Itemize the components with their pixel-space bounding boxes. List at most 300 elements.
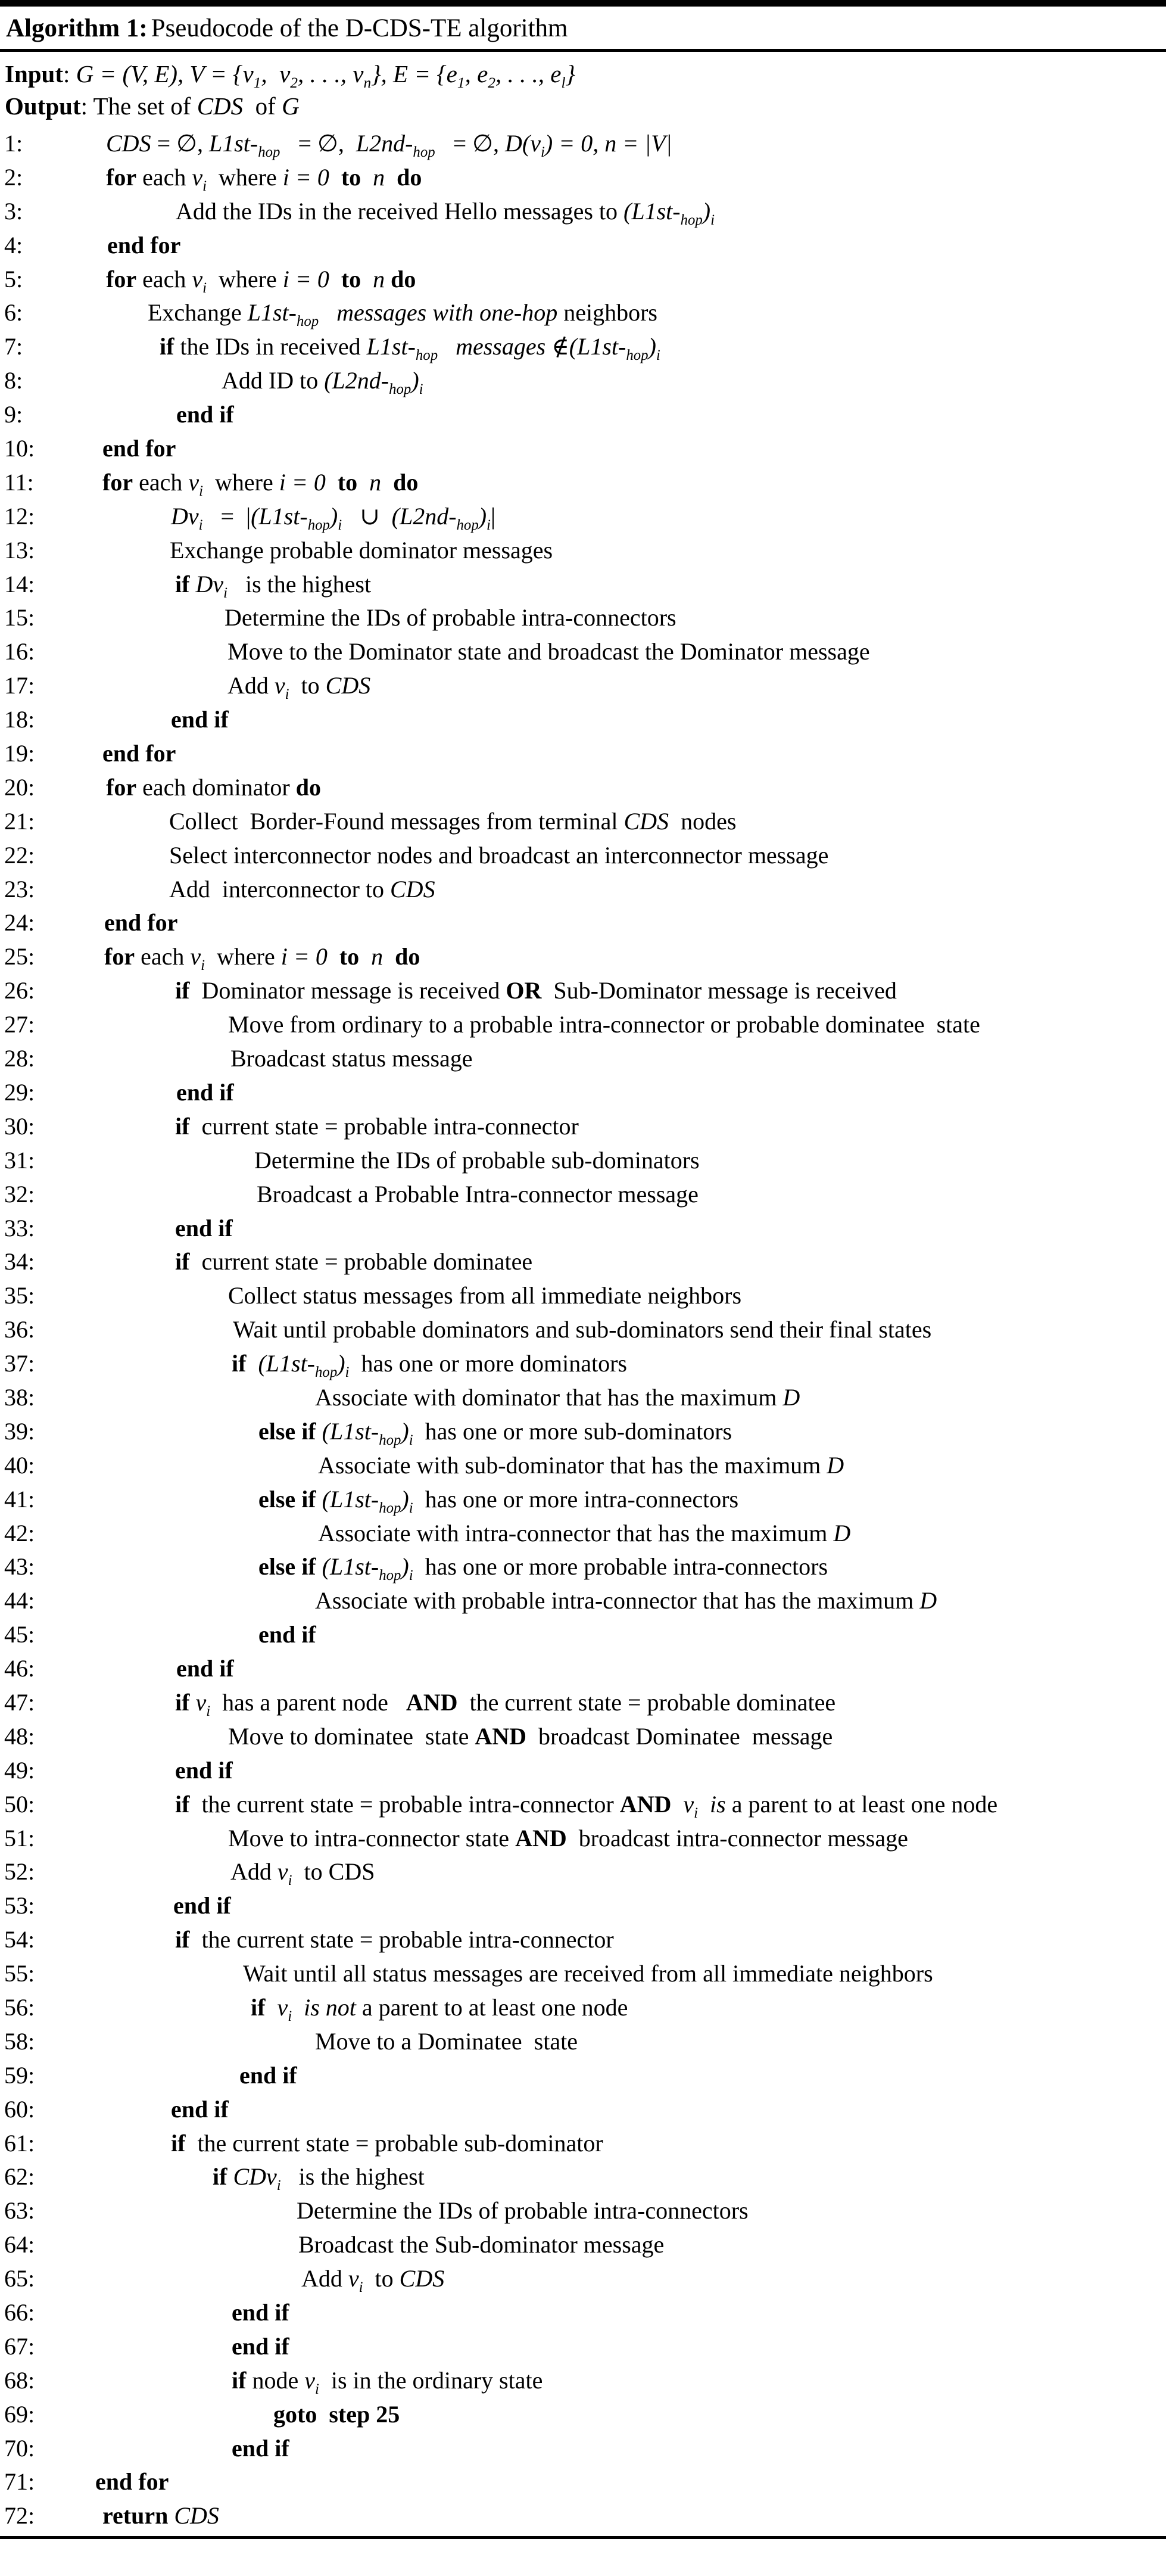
pseudocode-line xyxy=(0,1924,1166,1958)
text-segment: Collect Border-Found messages from terminal xyxy=(169,807,624,835)
line-content xyxy=(176,399,234,430)
pseudocode-line xyxy=(0,1890,1166,1924)
text-segment: i xyxy=(338,517,342,533)
line-number: 49: xyxy=(4,1756,35,1784)
text-segment: end if xyxy=(176,1655,234,1682)
text-segment: messages with one-hop xyxy=(319,299,558,326)
text-segment xyxy=(316,1418,322,1445)
text-segment: e xyxy=(550,60,562,88)
line-content xyxy=(228,1009,980,1040)
pseudocode-line xyxy=(0,569,1166,603)
text-segment: v xyxy=(277,1993,288,2021)
text-segment: the current state = probable sub-dominator xyxy=(185,2129,603,2157)
line-number: 54: xyxy=(4,1926,35,1953)
text-segment: if xyxy=(251,1993,266,2021)
text-segment: 1 xyxy=(457,74,465,92)
pseudocode-line xyxy=(0,636,1166,670)
line-content xyxy=(175,569,371,600)
line-number: 10: xyxy=(4,435,35,462)
pseudocode-line xyxy=(0,1280,1166,1314)
text-segment: Dv xyxy=(171,502,199,530)
text-segment: CDS xyxy=(399,2265,445,2292)
text-segment: | xyxy=(490,502,495,530)
line-number: 60: xyxy=(4,2095,35,2123)
text-segment: AND xyxy=(406,1688,458,1716)
line-content xyxy=(171,501,495,532)
text-segment: else if xyxy=(258,1485,316,1513)
line-content xyxy=(315,1382,800,1413)
pseudocode-line xyxy=(0,1450,1166,1484)
text-segment: to xyxy=(337,468,358,496)
text-segment: Move to a Dominatee state xyxy=(315,2027,578,2055)
line-number: 14: xyxy=(4,570,35,598)
text-segment: Broadcast status message xyxy=(230,1045,473,1072)
line-content xyxy=(175,975,897,1006)
pseudocode-line xyxy=(0,1518,1166,1552)
text-segment: end if xyxy=(258,1621,316,1648)
text-segment: Dv xyxy=(195,570,224,598)
text-segment: Add ID to xyxy=(222,367,325,394)
line-content xyxy=(228,1823,908,1854)
line-content xyxy=(232,1348,627,1379)
text-segment xyxy=(671,1791,683,1818)
pseudocode-line xyxy=(0,874,1166,908)
text-segment: Add xyxy=(230,1858,278,1886)
pseudocode-line xyxy=(0,670,1166,704)
text-segment: end if xyxy=(171,706,229,733)
text-segment: i xyxy=(202,178,207,194)
line-number: 27: xyxy=(4,1011,35,1038)
text-segment: Move to the Dominator state and broadcast the Dominator message xyxy=(227,638,870,665)
pseudocode-line xyxy=(0,2229,1166,2263)
pseudocode-line xyxy=(0,806,1166,840)
line-number: 25: xyxy=(4,943,35,970)
pseudocode-line xyxy=(0,941,1166,975)
pseudocode-line xyxy=(0,1585,1166,1619)
line-number: 37: xyxy=(4,1350,35,1377)
text-segment: e xyxy=(446,60,457,88)
text-segment: hop xyxy=(626,347,649,364)
text-segment: ) xyxy=(401,1485,409,1513)
text-segment: OR xyxy=(506,977,542,1004)
text-segment: hop xyxy=(680,211,703,228)
text-segment: hop xyxy=(296,313,319,330)
line-content xyxy=(315,1585,937,1616)
text-segment: to xyxy=(341,265,361,293)
line-number: 2: xyxy=(4,163,23,191)
text-segment xyxy=(383,943,395,970)
text-segment: CDS xyxy=(197,92,244,120)
text-segment xyxy=(361,164,373,191)
text-segment: i = 0 xyxy=(279,468,326,496)
pseudocode-line xyxy=(0,1721,1166,1755)
text-segment: , xyxy=(464,60,478,88)
line-content xyxy=(301,2263,444,2294)
text-segment: end if xyxy=(171,2095,229,2123)
line-content xyxy=(257,1179,699,1210)
text-segment: end if xyxy=(232,2299,289,2326)
pseudocode-line xyxy=(0,1992,1166,2026)
text-segment: Associate with probable intra-connector that has the maximum xyxy=(315,1587,920,1614)
line-content xyxy=(175,1687,835,1718)
line-content xyxy=(232,2365,543,2396)
pseudocode-line xyxy=(0,1043,1166,1077)
text-segment: n xyxy=(371,943,384,970)
line-number: 48: xyxy=(4,1722,35,1750)
text-segment: if xyxy=(175,1688,190,1716)
text-segment: Broadcast the Sub-dominator message xyxy=(298,2231,665,2258)
pseudocode-line xyxy=(0,331,1166,365)
line-content xyxy=(104,907,177,938)
text-segment: end if xyxy=(232,2332,289,2360)
text-segment: is not xyxy=(292,1993,356,2021)
pseudocode-line xyxy=(0,1348,1166,1382)
text-segment xyxy=(189,571,195,598)
text-segment xyxy=(328,943,339,970)
line-content xyxy=(315,2026,578,2057)
text-segment: i xyxy=(358,2279,363,2296)
text-segment: v xyxy=(277,1858,288,1886)
text-segment: return xyxy=(102,2502,169,2530)
text-segment: if xyxy=(171,2129,186,2157)
line-number: 56: xyxy=(4,1993,35,2021)
line-content xyxy=(243,1958,933,1989)
text-segment xyxy=(381,469,393,496)
text-segment xyxy=(361,266,373,293)
line-number: 42: xyxy=(4,1519,35,1547)
line-content xyxy=(171,704,229,735)
text-segment: to xyxy=(341,163,361,191)
line-content xyxy=(230,1043,473,1074)
pseudocode-line xyxy=(0,433,1166,467)
line-number: 22: xyxy=(4,841,35,869)
line-number: 8: xyxy=(4,367,23,394)
algorithm-header xyxy=(0,7,1166,49)
text-segment: the current state = probable intra-connector xyxy=(189,1790,620,1818)
text-segment: Sub-Dominator message is received xyxy=(541,977,897,1004)
pseudocode-line xyxy=(0,1009,1166,1043)
text-segment: do xyxy=(397,163,422,191)
text-segment: if xyxy=(213,2163,227,2191)
line-content xyxy=(102,467,418,498)
line-number: 6: xyxy=(4,299,23,326)
text-segment: hop xyxy=(379,1432,401,1448)
line-number: 32: xyxy=(4,1180,35,1208)
line-number: 35: xyxy=(4,1282,35,1309)
line-number: 67: xyxy=(4,2332,35,2360)
text-segment: each xyxy=(136,163,192,191)
text-segment: goto step 25 xyxy=(273,2400,400,2428)
text-segment: (L1st- xyxy=(569,333,626,360)
text-segment: AND xyxy=(619,1790,672,1818)
text-segment: current state = probable dominatee xyxy=(189,1248,533,1275)
text-segment: has one or more sub-dominators xyxy=(413,1417,732,1445)
text-segment xyxy=(329,266,341,293)
text-segment: L1st- xyxy=(208,130,258,157)
text-segment xyxy=(316,1553,322,1580)
text-segment: n xyxy=(373,163,385,191)
pseudocode-line xyxy=(0,264,1166,298)
line-number: 15: xyxy=(4,604,35,631)
text-segment: ) xyxy=(337,1350,345,1377)
text-segment: Add the IDs in the received Hello messages to xyxy=(176,197,624,225)
text-segment: (L1st- xyxy=(322,1417,379,1445)
text-segment xyxy=(326,469,338,496)
pseudocode-line xyxy=(0,1111,1166,1145)
text-segment: = | xyxy=(202,502,251,530)
line-content xyxy=(318,1450,844,1481)
line-number: 38: xyxy=(4,1383,35,1411)
line-number: 24: xyxy=(4,909,35,937)
pseudocode-line xyxy=(0,501,1166,535)
text-segment: end for xyxy=(102,740,176,767)
line-content xyxy=(251,1992,628,2023)
text-segment: i = 0 xyxy=(282,163,329,191)
line-content xyxy=(273,2399,400,2430)
pseudocode-line xyxy=(0,1619,1166,1653)
line-content xyxy=(227,670,370,701)
line-content xyxy=(254,1145,700,1176)
text-segment: where xyxy=(207,163,283,191)
pseudocode-line xyxy=(0,128,1166,162)
text-segment: if xyxy=(232,1350,247,1377)
line-number: 58: xyxy=(4,2027,35,2055)
text-segment: hop xyxy=(389,381,411,398)
text-segment: D xyxy=(919,1587,937,1614)
text-segment: 2 xyxy=(488,74,495,92)
text-segment: ) xyxy=(401,1417,409,1445)
text-segment: end for xyxy=(107,231,181,259)
line-number: 40: xyxy=(4,1451,35,1479)
pseudocode-line xyxy=(0,2060,1166,2094)
line-number: 26: xyxy=(4,977,35,1004)
line-number: 31: xyxy=(4,1146,35,1174)
text-segment xyxy=(357,469,369,496)
text-segment: Associate with intra-connector that has the maximum xyxy=(318,1519,834,1547)
line-content xyxy=(213,2161,425,2192)
text-segment xyxy=(168,2502,174,2529)
pseudocode-line xyxy=(0,1755,1166,1789)
pseudocode-line xyxy=(0,2500,1166,2534)
pseudocode-line xyxy=(0,535,1166,569)
text-segment: i xyxy=(541,144,545,160)
text-segment xyxy=(265,1994,277,2021)
pseudocode-line xyxy=(0,602,1166,636)
text-segment: ) xyxy=(411,367,419,394)
text-segment: Associate with sub-dominator that has the maximum xyxy=(318,1451,827,1479)
pseudocode-line xyxy=(0,1179,1166,1213)
text-segment: if xyxy=(175,1926,190,1953)
text-segment: Determine the IDs of probable sub-dominators xyxy=(254,1146,700,1174)
text-segment: D xyxy=(827,1451,844,1479)
line-content xyxy=(232,2433,289,2464)
line-number: 1: xyxy=(4,130,23,157)
line-content xyxy=(230,1856,375,1887)
text-segment xyxy=(385,164,397,191)
line-content xyxy=(227,636,870,667)
text-segment: hop xyxy=(415,347,438,364)
line-content xyxy=(175,1246,532,1277)
text-segment: D xyxy=(782,1383,800,1411)
text-segment: is the highest xyxy=(280,2163,425,2191)
text-segment: hop xyxy=(315,1364,338,1381)
line-number: 29: xyxy=(4,1078,35,1106)
line-content xyxy=(106,128,672,159)
text-segment: (L2nd- xyxy=(391,502,457,530)
text-segment: hop xyxy=(456,517,479,533)
pseudocode-line xyxy=(0,1823,1166,1857)
line-content xyxy=(176,196,715,227)
text-segment: CDS xyxy=(325,672,371,699)
line-number: 47: xyxy=(4,1688,35,1716)
pseudocode-line xyxy=(0,840,1166,874)
pseudocode-line xyxy=(0,907,1166,941)
line-number: 59: xyxy=(4,2061,35,2089)
text-segment: end if xyxy=(232,2434,289,2462)
line-number: 3: xyxy=(4,197,23,225)
text-segment: Determine the IDs of probable intra-connectors xyxy=(225,604,676,631)
text-segment: has one or more probable intra-connectors xyxy=(413,1553,828,1581)
text-segment: v xyxy=(353,60,364,88)
text-segment: to xyxy=(339,943,360,970)
text-segment: ) xyxy=(478,502,487,530)
text-segment: = ∅, xyxy=(151,130,209,157)
text-segment: the current state = probable dominatee xyxy=(457,1688,836,1716)
text-segment: i xyxy=(487,517,491,533)
text-segment: messages xyxy=(438,333,546,360)
text-segment: , . . ., xyxy=(298,60,353,88)
text-segment: ) xyxy=(401,1553,409,1581)
text-segment: is in the ordinary state xyxy=(319,2366,543,2394)
top-rule xyxy=(0,0,1166,7)
line-content xyxy=(104,941,420,972)
line-number: 43: xyxy=(4,1553,35,1581)
line-number: 63: xyxy=(4,2197,35,2225)
line-number: 45: xyxy=(4,1621,35,1648)
text-segment: n xyxy=(369,468,382,496)
text-segment: v xyxy=(274,672,285,699)
text-segment: ∪ xyxy=(342,502,392,530)
text-segment: i xyxy=(285,686,289,703)
text-segment: (L1st- xyxy=(623,197,681,225)
text-segment: 2 xyxy=(290,74,298,92)
pseudocode-line xyxy=(0,2399,1166,2433)
text-segment: v xyxy=(304,2366,315,2394)
line-content xyxy=(169,806,736,837)
text-segment: Add interconnector to xyxy=(169,875,390,903)
line-content xyxy=(228,1280,741,1311)
line-number: 33: xyxy=(4,1214,35,1242)
text-segment: v xyxy=(279,60,291,88)
text-segment: i xyxy=(206,1703,211,1719)
pseudocode-line xyxy=(0,1958,1166,1992)
text-segment xyxy=(246,1350,258,1377)
text-segment: i xyxy=(314,2381,319,2397)
text-segment: end if xyxy=(175,1214,233,1242)
text-segment: current state = probable intra-connector xyxy=(189,1112,579,1140)
text-segment: node xyxy=(246,2366,305,2394)
text-segment: Move from ordinary to a probable intra-connector or probable dominatee state xyxy=(228,1011,980,1038)
text-segment: Collect status messages from all immediate neighbors xyxy=(228,1282,742,1309)
text-segment: a parent to at least one node xyxy=(725,1790,998,1818)
line-number: 20: xyxy=(4,773,35,801)
text-segment: do xyxy=(395,943,420,970)
line-content xyxy=(176,1653,234,1684)
text-segment: Select interconnector nodes and broadcast an interconnector message xyxy=(169,841,829,869)
text-segment: Dominator message is received xyxy=(189,977,506,1004)
text-segment: where xyxy=(205,943,281,970)
line-number: 65: xyxy=(4,2265,35,2292)
pseudocode-line xyxy=(0,1077,1166,1111)
text-segment: : The set of xyxy=(80,92,197,120)
text-segment: broadcast intra-connector message xyxy=(566,1824,908,1852)
text-segment: v xyxy=(192,265,203,293)
line-number: 34: xyxy=(4,1248,35,1275)
text-segment: end if xyxy=(176,1078,234,1106)
text-segment: i xyxy=(199,483,203,499)
text-segment: a parent to at least one node xyxy=(356,1993,628,2021)
text-segment: v xyxy=(190,943,201,970)
line-number: 70: xyxy=(4,2434,35,2462)
text-segment: hop xyxy=(379,1499,401,1516)
text-segment: is the highest xyxy=(227,570,372,598)
text-segment: if xyxy=(175,570,190,598)
text-segment xyxy=(227,2163,233,2190)
text-segment: D xyxy=(833,1519,851,1547)
line-number: 21: xyxy=(4,807,35,835)
output-line xyxy=(5,91,1158,123)
pseudocode-lines xyxy=(0,123,1166,2534)
text-segment: for xyxy=(104,943,135,970)
line-content xyxy=(175,1755,233,1786)
text-segment: i xyxy=(694,1805,699,1821)
line-content xyxy=(233,1314,931,1345)
text-segment: , xyxy=(261,60,280,88)
text-segment: do xyxy=(391,265,416,293)
line-number: 5: xyxy=(4,265,23,293)
text-segment: end if xyxy=(176,401,234,428)
text-segment: for xyxy=(106,163,137,191)
line-number: 30: xyxy=(4,1112,35,1140)
text-segment: i xyxy=(288,1872,292,1889)
line-content xyxy=(258,1619,316,1650)
pseudocode-line xyxy=(0,365,1166,399)
line-number: 19: xyxy=(4,740,35,767)
text-segment: v xyxy=(242,60,254,88)
line-content xyxy=(169,840,828,871)
text-segment: ∉ xyxy=(545,333,569,360)
line-number: 13: xyxy=(4,536,35,564)
line-number: 61: xyxy=(4,2129,35,2157)
line-number: 9: xyxy=(4,401,23,428)
text-segment: of xyxy=(243,92,282,120)
text-segment: v xyxy=(683,1790,694,1818)
line-content xyxy=(171,2094,229,2125)
text-segment: i xyxy=(201,957,205,974)
line-content xyxy=(175,1213,233,1244)
text-segment: Move to intra-connector state xyxy=(228,1824,516,1852)
pseudocode-line xyxy=(0,1314,1166,1348)
text-segment: Add xyxy=(301,2265,348,2292)
pseudocode-line xyxy=(0,2128,1166,2162)
text-segment: i = 0 xyxy=(282,265,329,293)
line-number: 16: xyxy=(4,638,35,665)
text-segment: i xyxy=(223,584,227,601)
text-segment: L1st- xyxy=(366,333,416,360)
text-segment: each dominator xyxy=(136,773,296,801)
line-number: 28: xyxy=(4,1045,35,1072)
line-number: 68: xyxy=(4,2366,35,2394)
